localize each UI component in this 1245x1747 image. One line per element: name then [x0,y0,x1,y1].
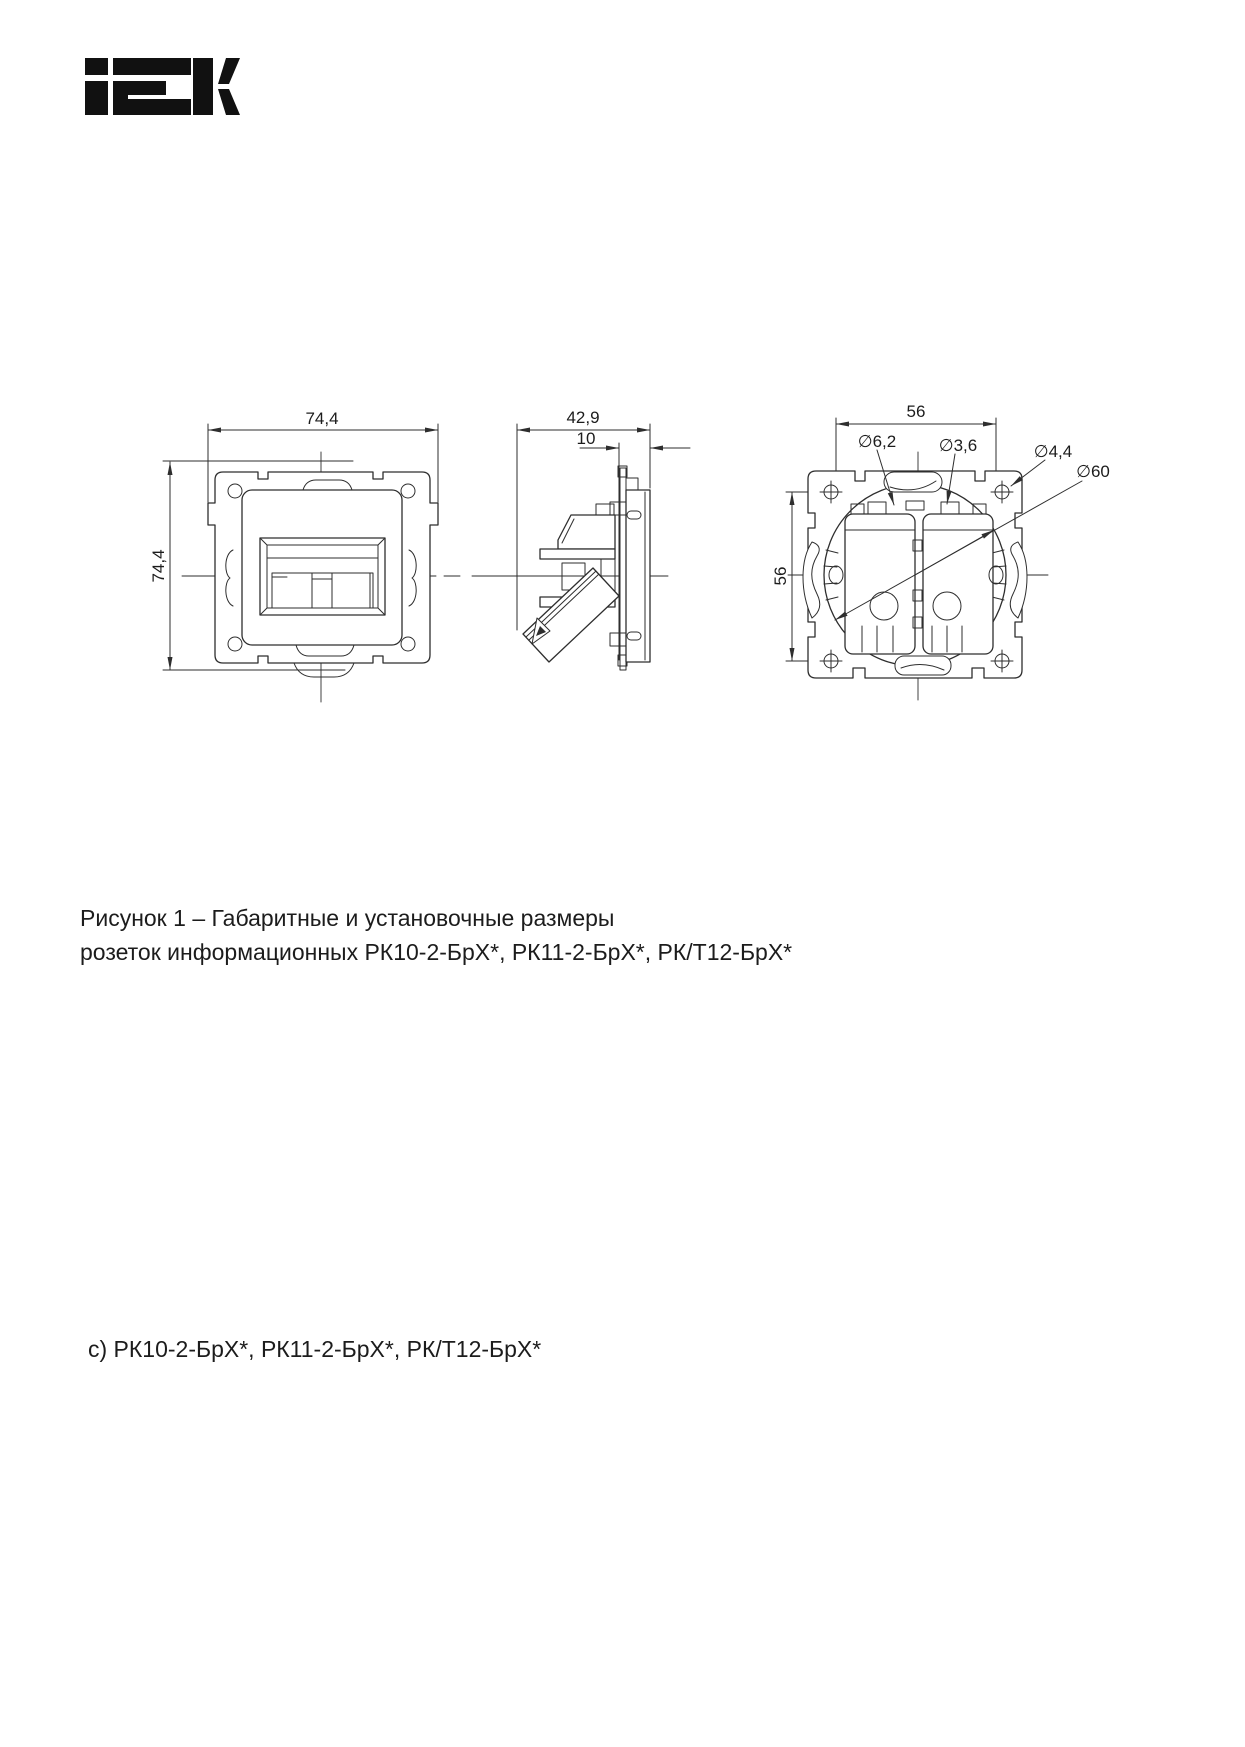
logo-k-arm-lower [218,89,240,115]
side-module-upper-latch [596,504,614,515]
back-view-drawing [771,402,1110,700]
logo-e-mid [113,81,166,95]
back-oblong-slot-bottom [895,656,951,675]
iek-logo [85,58,240,115]
dia-slot-label: ∅6,2 [857,432,897,451]
front-width-dim-label: 74,4 [305,409,339,428]
side-module-angled [523,568,619,662]
side-depth-dim-label: 42,9 [566,408,600,427]
dia-corner-hole-label: ∅4,4 [1033,442,1073,461]
back-width-dim-label: 56 [906,402,926,421]
figure-caption-line1: Рисунок 1 – Габаритные и установочные размеры [80,905,615,931]
logo-e-top [113,58,191,75]
side-flange-plate [620,468,626,670]
logo-k-arm-upper [218,58,240,84]
logo-k-stem [193,58,213,115]
figure-caption-line2: розеток информационных РК10-2-БрХ*, РК11-2-БрХ*, РК/Т12-БрХ* [80,939,793,965]
back-oblong-slot-top [884,472,942,492]
front-height-dim-label: 74,4 [149,549,168,583]
logo-i-dot [85,58,108,75]
product-variant-label: с) РК10-2-БрХ*, РК11-2-БрХ*, РК/Т12-БрХ* [88,1336,542,1362]
dia-mounting-circle-label: ∅60 [1076,462,1110,481]
back-module-left [845,514,915,654]
side-holder-arm-top [540,549,615,559]
side-front-depth-dim-label: 10 [576,429,596,448]
dia-small-hole-label: ∅3,6 [938,436,978,455]
logo-i-stem [85,81,108,115]
front-view-drawing [149,409,460,702]
back-height-dim-label: 56 [771,566,790,586]
side-support-frame [626,490,650,662]
logo-e-bottom [113,99,191,115]
back-module-right [923,514,993,654]
side-view-drawing [472,408,690,670]
figure-caption [80,901,792,969]
side-module-upper [558,515,615,549]
